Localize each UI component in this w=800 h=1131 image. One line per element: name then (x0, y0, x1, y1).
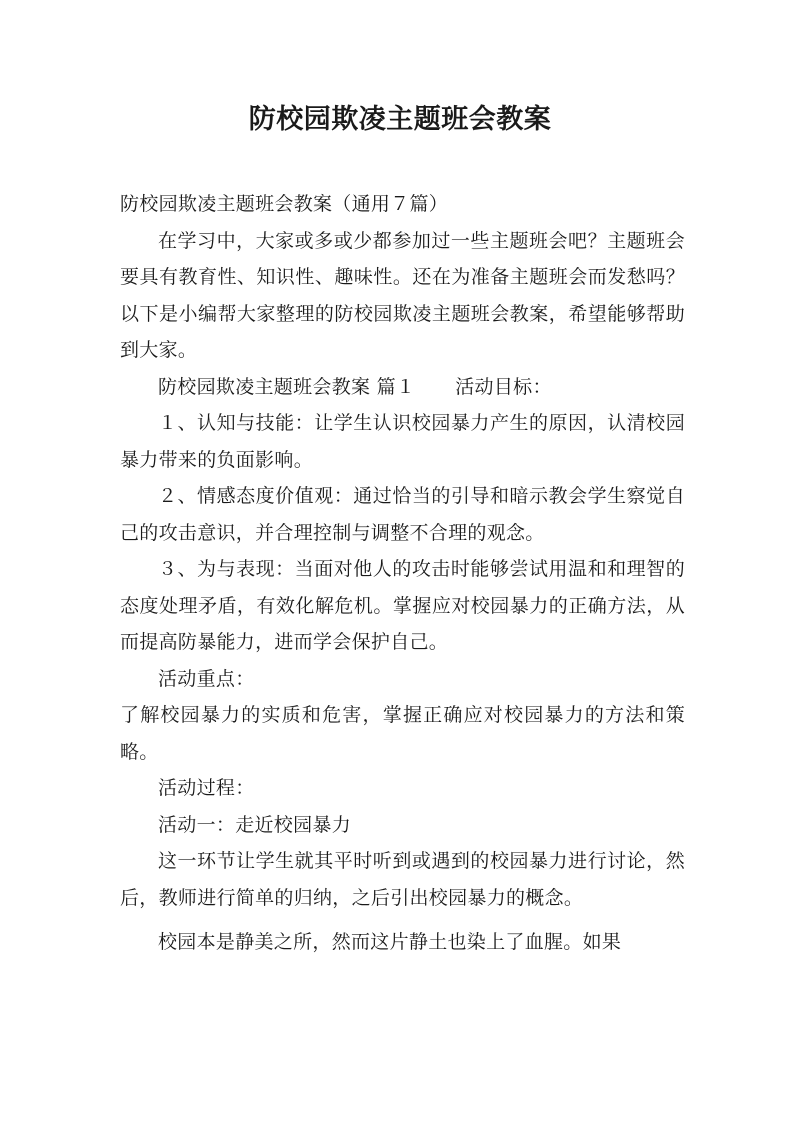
activity-1-text: 这一环节让学生就其平时听到或遇到的校园暴力进行讨论，然后，教师进行简单的归纳，之后引出校园暴力的概念。 (120, 850, 685, 909)
section-heading: 防校园欺凌主题班会教案 篇１ (158, 375, 416, 398)
focus-text: 了解校园暴力的实质和危害，掌握正确应对校园暴力的方法和策略。 (120, 704, 685, 763)
document-title: 防校园欺凌主题班会教案 (248, 104, 552, 135)
intro-paragraph: 在学习中，大家或多或少都参加过一些主题班会吧？主题班会要具有教育性、知识性、趣味性。还在为准备主题班会而发愁吗？以下是小编帮大家整理的防校园欺凌主题班会教案，希望能够帮助到大家。 (120, 229, 685, 361)
goal-2: ２、情感态度价值观：通过恰当的引导和暗示教会学生察觉自己的攻击意识，并合理控制与调整不合理的观念。 (120, 485, 685, 544)
goal-3: ３、为与表现：当面对他人的攻击时能够尝试用温和和理智的态度处理矛盾，有效化解危机。掌握应对校园暴力的正确方法，从而提高防暴能力，进而学会保护自己。 (120, 558, 685, 653)
goals-label: 活动目标： (455, 375, 552, 398)
goal-1: １、认知与技能：让学生认识校园暴力产生的原因，认清校园暴力带来的负面影响。 (120, 412, 685, 471)
section-heading-line (120, 369, 685, 406)
closing-paragraph: 校园本是静美之所，然而这片静土也染上了血腥。如果 (158, 931, 622, 953)
activity-1-heading: 活动一：走近校园暴力 (158, 813, 352, 836)
focus-label: 活动重点： (158, 667, 255, 690)
subtitle: 防校园欺凌主题班会教案（通用７篇） (120, 193, 449, 215)
document-body (120, 186, 685, 961)
process-label: 活动过程： (158, 777, 255, 799)
